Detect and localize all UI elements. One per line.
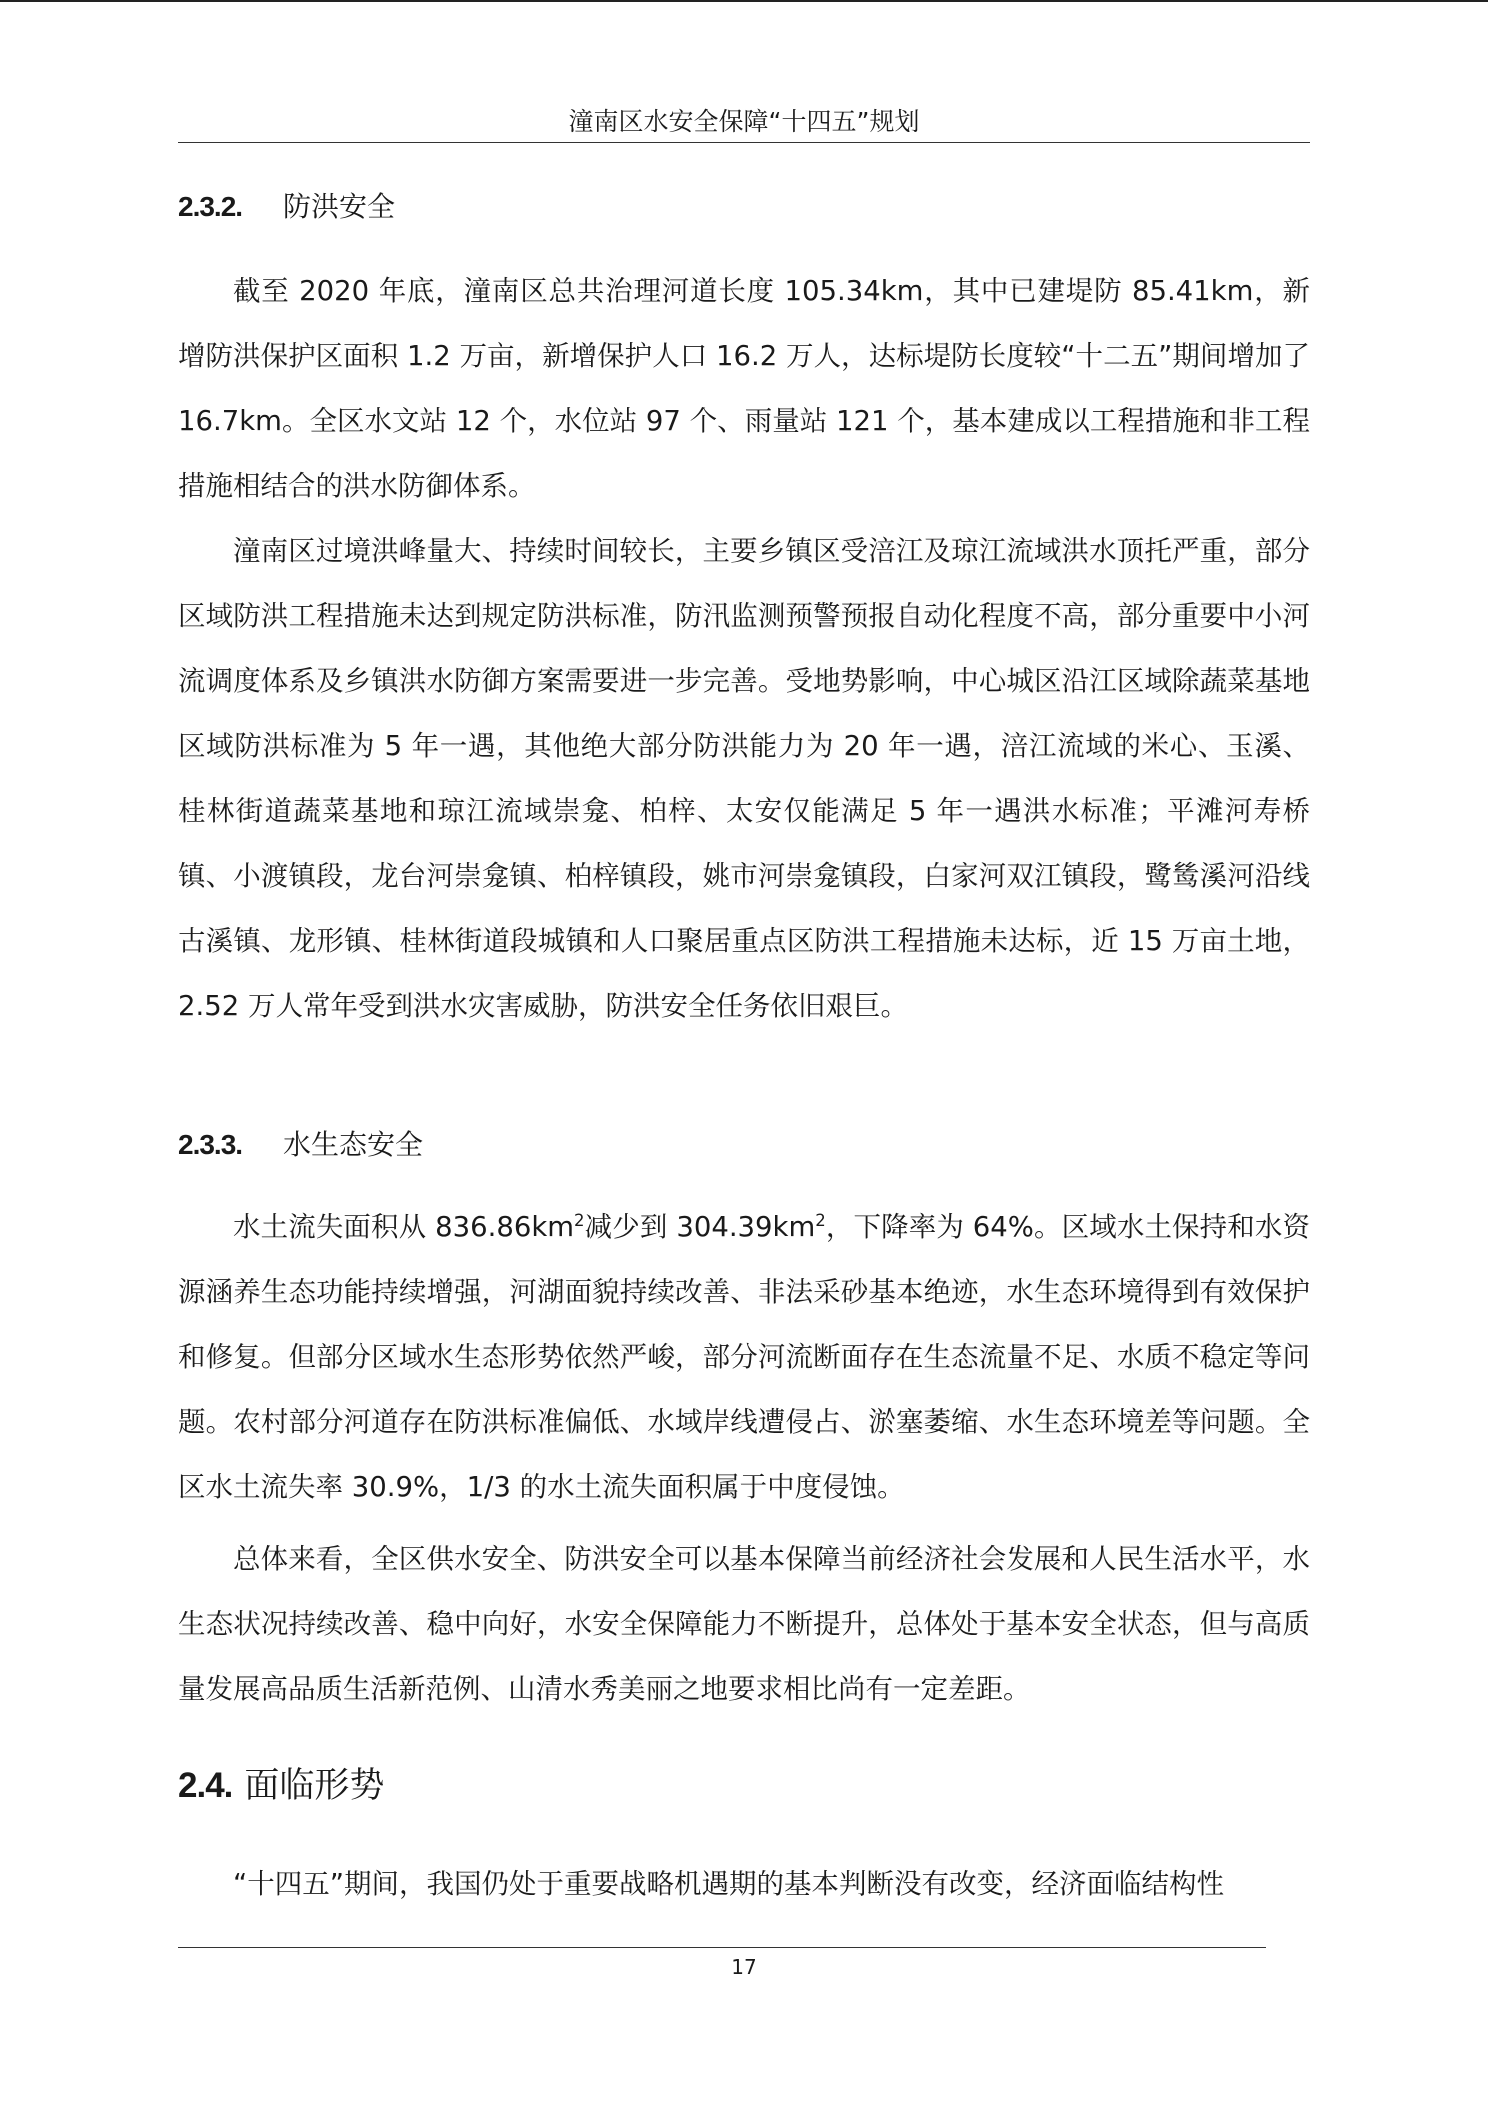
- text-run: 减少到 304.39km: [584, 1211, 816, 1243]
- superscript: 2: [574, 1210, 585, 1230]
- paragraph: 截至 2020 年底，潼南区总共治理河道长度 105.34km，其中已建堤防 85.41km，新增防洪保护区面积 1.2 万亩，新增保护人口 16.2 万人，达标堤防长度较“十二五”期间增加了 16.7km。全区水文站 12 个，水位站 97 个、雨量站 121 个，基本建成以工程措施和非工程措施相结合的洪水防御体系。: [178, 275, 1310, 502]
- section-heading-2-3-3: [178, 1125, 423, 1165]
- paragraph: 总体来看，全区供水安全、防洪安全可以基本保障当前经济社会发展和人民生活水平，水生态状况持续改善、稳中向好，水安全保障能力不断提升，总体处于基本安全状态，但与高质量发展高品质生活新范例、山清水秀美丽之地要求相比尚有一定差距。: [178, 1543, 1310, 1705]
- text-run: ，下降率为 64%。区域水土保持和水资源涵养生态功能持续增强，河湖面貌持续改善、非法采砂基本绝迹，水生态环境得到有效保护和修复。但部分区域水生态形势依然严峻，部分河流断面存在生态流量不足、水质不稳定等问题。农村部分河道存在防洪标准偏低、水域岸线遭侵占、淤塞萎缩、水生态环境差等问题。全区水土流失率 30.9%，1/3 的水土流失面积属于中度侵蚀。: [178, 1211, 1310, 1503]
- header-rule: [178, 142, 1310, 143]
- paragraph: 潼南区过境洪峰量大、持续时间较长，主要乡镇区受涪江及琼江流域洪水顶托严重，部分区域防洪工程措施未达到规定防洪标准，防汛监测预警预报自动化程度不高，部分重要中小河流调度体系及乡镇洪水防御方案需要进一步完善。受地势影响，中心城区沿江区域除蔬菜基地区域防洪标准为 5 年一遇，其他绝大部分防洪能力为 20 年一遇，涪江流域的米心、玉溪、桂林街道蔬菜基地和琼江流域崇龛、柏梓、太安仅能满足 5 年一遇洪水标准；平滩河寿桥镇、小渡镇段，龙台河崇龛镇、柏梓镇段，姚市河崇龛镇段，白家河双江镇段，鹭鸶溪河沿线古溪镇、龙形镇、桂林街道段城镇和人口聚居重点区防洪工程措施未达标，近 15 万亩土地，2.52 万人常年受到洪水灾害威胁，防洪安全任务依旧艰巨。: [178, 535, 1310, 1022]
- footer-rule: [178, 1947, 1266, 1948]
- section-heading-2-4: [178, 1761, 384, 1811]
- section-heading-2-3-2: [178, 187, 395, 227]
- superscript: 2: [815, 1210, 826, 1230]
- page-number: 17: [731, 1955, 757, 1979]
- text-run: 水土流失面积从 836.86km: [233, 1211, 575, 1243]
- section-number: 2.4.: [178, 1766, 233, 1805]
- paragraph: [178, 1195, 1310, 1520]
- paragraph: “十四五”期间，我国仍处于重要战略机遇期的基本判断没有改变，经济面临结构性: [233, 1868, 1224, 1900]
- section-number: 2.3.3.: [178, 1129, 243, 1160]
- page-header: 潼南区水安全保障“十四五”规划: [568, 107, 920, 136]
- section-title: 水生态安全: [283, 1128, 424, 1161]
- top-border: [0, 0, 1488, 2]
- section-title: 防洪安全: [283, 190, 396, 223]
- section-number: 2.3.2.: [178, 191, 243, 222]
- section-title: 面临形势: [244, 1766, 385, 1806]
